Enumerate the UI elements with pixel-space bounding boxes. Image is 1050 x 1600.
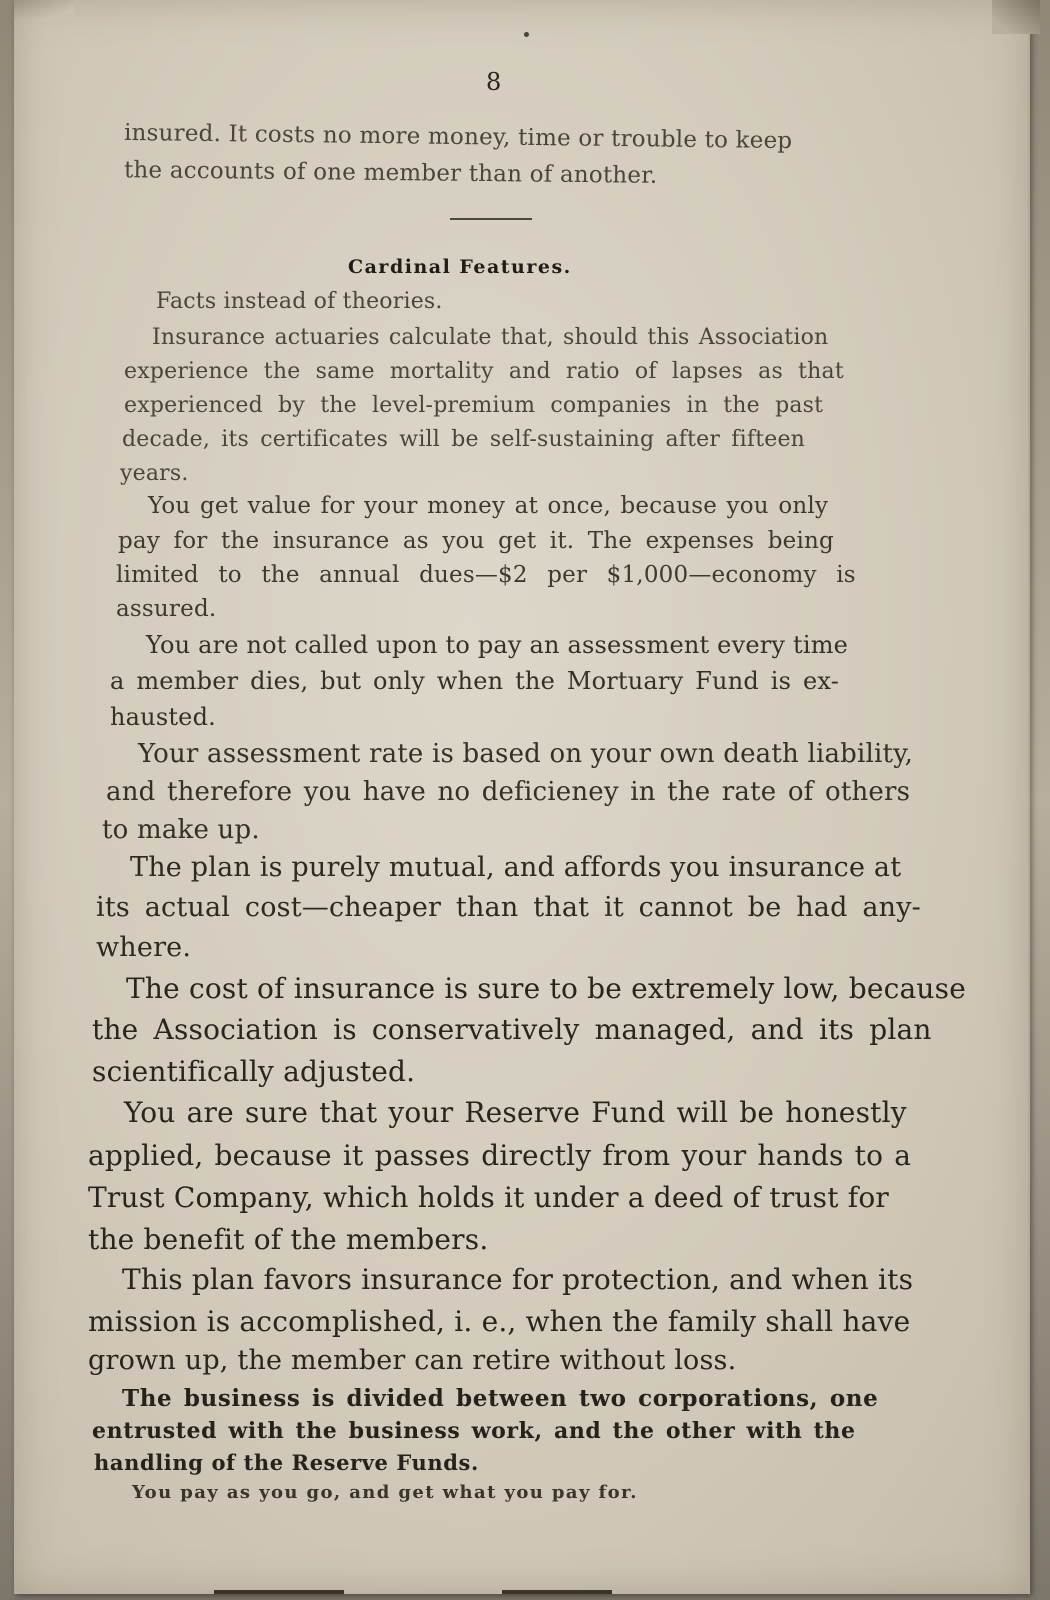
text-line: entrusted with the business work, and the other with the	[92, 1418, 856, 1444]
text-line: You get value for your money at once, because you only	[148, 493, 829, 519]
section-heading: Cardinal Features.	[348, 256, 572, 278]
text-line: a member dies, but only when the Mortuary Fund is ex-	[110, 667, 839, 695]
text-line: where.	[96, 932, 192, 963]
text-line: handling of the Reserve Funds.	[94, 1450, 479, 1475]
text-line: experienced by the level-premium companies in the past	[124, 393, 824, 418]
text-line: The plan is purely mutual, and affords you insurance at	[130, 852, 902, 883]
text-line: its actual cost—cheaper than that it cannot be had any-	[96, 892, 922, 923]
bottom-rule	[502, 1590, 612, 1594]
text-line: The cost of insurance is sure to be extremely low, because	[126, 972, 966, 1005]
section-divider	[450, 218, 532, 220]
text-line: insured. It costs no more money, time or trouble to keep	[123, 119, 793, 155]
text-line: limited to the annual dues—$2 per $1,000—economy is	[116, 562, 856, 588]
text-line: hausted.	[110, 703, 216, 731]
closing-line: You pay as you go, and get what you pay for.	[132, 1482, 638, 1503]
bottom-rule	[214, 1590, 344, 1594]
text-line: The business is divided between two corporations, one	[122, 1385, 879, 1412]
text-line: experience the same mortality and ratio of lapses as that	[124, 359, 844, 384]
text-line: the accounts of one member than of another.	[123, 157, 658, 189]
text-line: years.	[120, 461, 189, 486]
text-line: Facts instead of theories.	[156, 289, 443, 314]
text-line: Your assessment rate is based on your own death liability,	[138, 739, 914, 769]
text-line: pay for the insurance as you get it. The expenses being	[118, 528, 834, 554]
text-line: decade, its certificates will be self-sustaining after fifteen	[122, 427, 806, 452]
page-number: 8	[486, 68, 502, 96]
text-line: the Association is conservatively managed, and its plan	[92, 1013, 932, 1046]
text-line: scientifically adjusted.	[92, 1055, 416, 1088]
text-line: mission is accomplished, i. e., when the family shall have	[88, 1305, 911, 1338]
text-line: This plan favors insurance for protection, and when its	[122, 1263, 914, 1296]
text-line: You are sure that your Reserve Fund will be honestly	[124, 1096, 907, 1129]
text-line: Trust Company, which holds it under a deed of trust for	[88, 1181, 889, 1214]
text-line: grown up, the member can retire without loss.	[88, 1345, 737, 1376]
text-line: applied, because it passes directly from your hands to a	[88, 1139, 912, 1172]
text-line: the benefit of the members.	[88, 1223, 489, 1256]
text-line: to make up.	[102, 815, 260, 845]
text-line: You are not called upon to pay an assessment every time	[146, 631, 849, 659]
text-line: Insurance actuaries calculate that, should this Association	[152, 325, 829, 350]
text-line: and therefore you have no deficieney in the rate of others	[106, 777, 911, 807]
text-line: assured.	[116, 596, 217, 622]
